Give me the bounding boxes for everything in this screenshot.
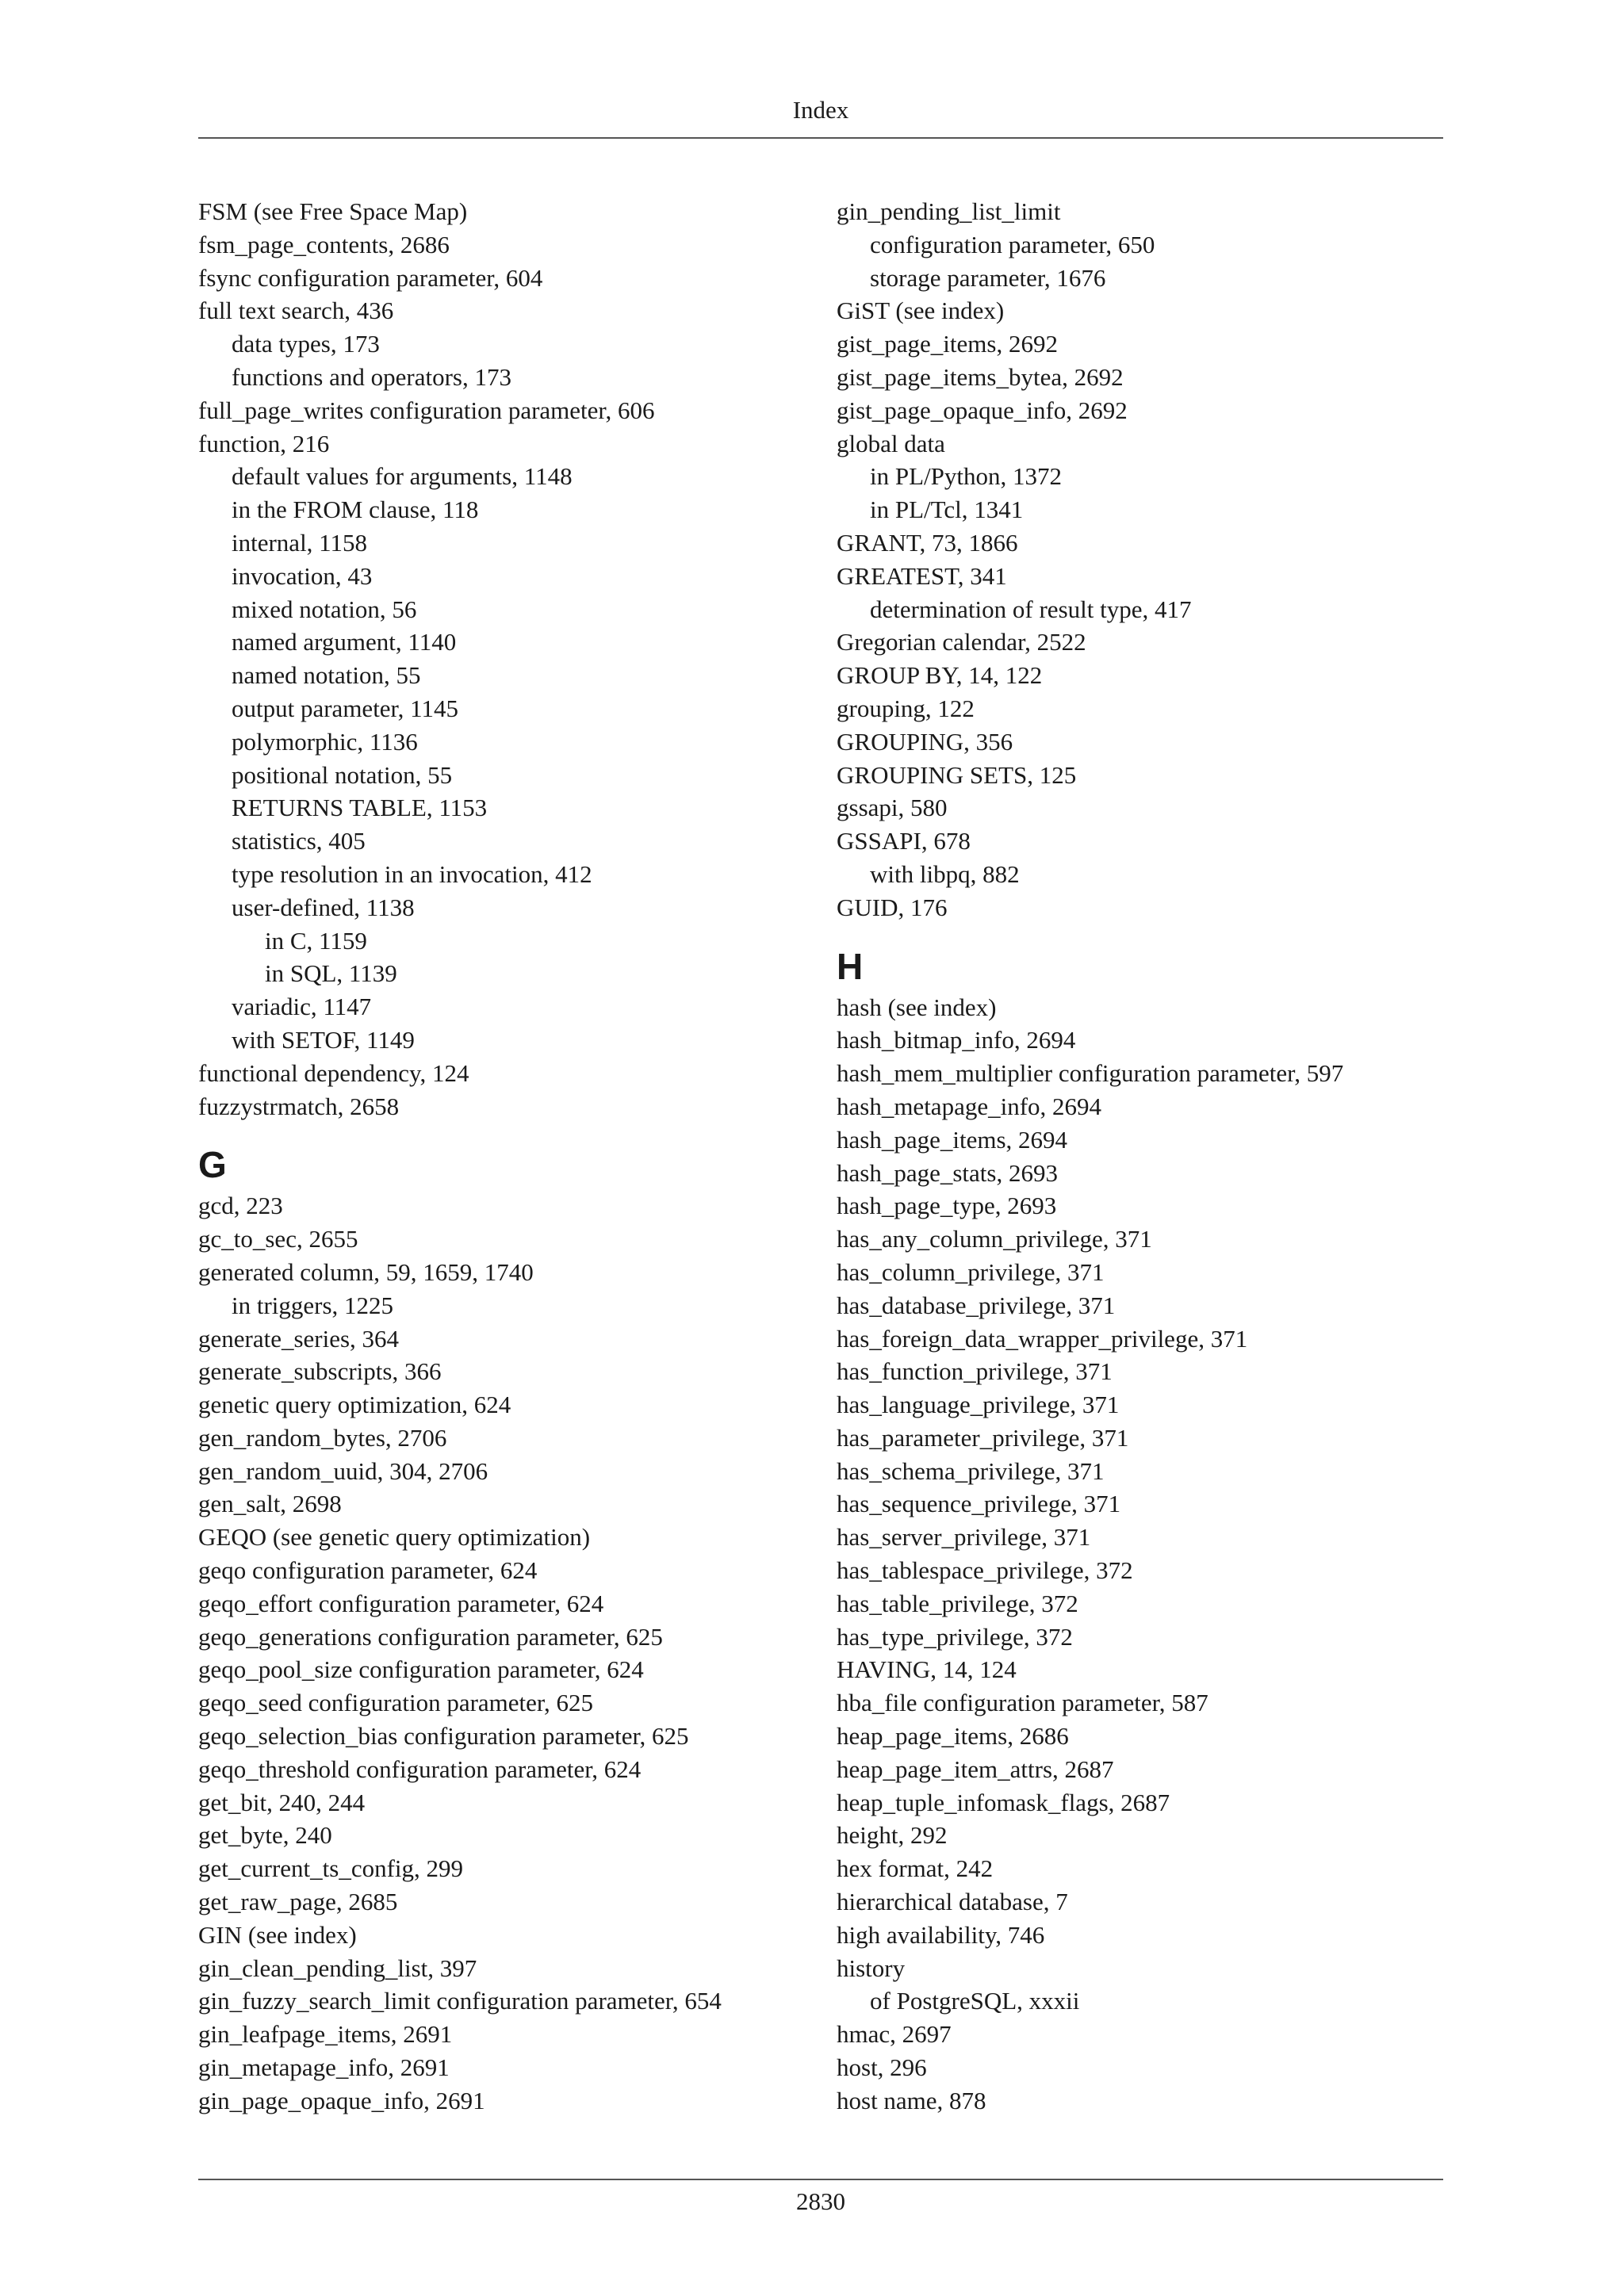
index-subentry: data types, 173 — [232, 330, 380, 358]
index-entry: gen_random_bytes, 2706 — [198, 1423, 447, 1452]
index-subentry: with libpq, 882 — [870, 859, 1020, 888]
index-entry: geqo configuration parameter, 624 — [198, 1556, 538, 1585]
index-entry: has_table_privilege, 372 — [837, 1589, 1078, 1617]
index-subentry: with SETOF, 1149 — [232, 1025, 415, 1054]
index-entry: GUID, 176 — [837, 893, 948, 921]
index-entry: functional dependency, 124 — [198, 1058, 469, 1087]
index-entry: get_current_ts_config, 299 — [198, 1854, 464, 1883]
index-entry: gin_fuzzy_search_limit configuration parameter, 654 — [198, 1987, 722, 2015]
index-subentry: type resolution in an invocation, 412 — [232, 859, 592, 888]
header-rule — [198, 137, 1443, 139]
index-entry: gist_page_opaque_info, 2692 — [837, 396, 1128, 424]
index-entry: global data — [837, 429, 945, 457]
index-entry: get_raw_page, 2685 — [198, 1888, 398, 1916]
index-entry: gin_page_opaque_info, 2691 — [198, 2086, 485, 2114]
index-entry: history — [837, 1954, 906, 1982]
index-entry: generate_series, 364 — [198, 1324, 400, 1353]
index-subentry: invocation, 43 — [232, 561, 373, 590]
index-subentry: output parameter, 1145 — [232, 694, 458, 722]
index-entry: hmac, 2697 — [837, 2020, 952, 2049]
index-entry: hba_file configuration parameter, 587 — [837, 1689, 1208, 1717]
index-subentry: default values for arguments, 1148 — [232, 462, 573, 491]
index-entry: hash_page_items, 2694 — [837, 1125, 1068, 1154]
index-entry: has_language_privilege, 371 — [837, 1391, 1120, 1419]
index-entry: has_type_privilege, 372 — [837, 1622, 1073, 1651]
index-entry: heap_page_items, 2686 — [837, 1722, 1069, 1751]
index-subentry: in triggers, 1225 — [232, 1291, 394, 1319]
index-entry: genetic query optimization, 624 — [198, 1391, 511, 1419]
index-column-left — [198, 195, 833, 2118]
index-entry: has_foreign_data_wrapper_privilege, 371 — [837, 1324, 1248, 1353]
index-subentry: in SQL, 1139 — [265, 959, 397, 988]
index-subentry: determination of result type, 417 — [870, 595, 1192, 623]
index-entry: get_byte, 240 — [198, 1821, 332, 1850]
page-number: 2830 — [796, 2187, 845, 2215]
index-entry: gist_page_items, 2692 — [837, 330, 1058, 358]
index-entry: fsync configuration parameter, 604 — [198, 263, 543, 292]
index-entry: GROUPING SETS, 125 — [837, 760, 1077, 789]
index-entry: has_column_privilege, 371 — [837, 1257, 1105, 1286]
index-entry: has_sequence_privilege, 371 — [837, 1490, 1121, 1518]
index-entry: hierarchical database, 7 — [837, 1888, 1068, 1916]
letter-heading: H — [837, 945, 864, 987]
index-entry: Gregorian calendar, 2522 — [837, 628, 1086, 656]
index-subentry: of PostgreSQL, xxxii — [870, 1987, 1080, 2015]
index-entry: has_schema_privilege, 371 — [837, 1456, 1105, 1485]
index-subentry: configuration parameter, 650 — [870, 230, 1155, 258]
index-entry: generated column, 59, 1659, 1740 — [198, 1257, 534, 1286]
footer-rule — [198, 2179, 1443, 2180]
index-subentry: named argument, 1140 — [232, 628, 457, 656]
index-entry: FSM (see Free Space Map) — [198, 197, 468, 225]
index-entry: HAVING, 14, 124 — [837, 1655, 1017, 1684]
letter-heading: G — [198, 1144, 227, 1186]
index-entry: GiST (see index) — [837, 297, 1005, 325]
index-subentry: variadic, 1147 — [232, 993, 372, 1021]
index-subentry: user-defined, 1138 — [232, 893, 415, 921]
index-entry: has_server_privilege, 371 — [837, 1523, 1091, 1552]
index-subentry: functions and operators, 173 — [232, 362, 511, 391]
index-entry: has_any_column_privilege, 371 — [837, 1225, 1152, 1253]
index-subentry: named notation, 55 — [232, 661, 421, 690]
index-entry: heap_page_item_attrs, 2687 — [837, 1755, 1114, 1783]
index-entry: GROUP BY, 14, 122 — [837, 661, 1043, 690]
index-entry: has_tablespace_privilege, 372 — [837, 1556, 1133, 1585]
index-entry: geqo_generations configuration parameter, 625 — [198, 1622, 663, 1651]
index-entry: get_bit, 240, 244 — [198, 1788, 366, 1816]
index-subentry: internal, 1158 — [232, 528, 368, 557]
index-entry: fsm_page_contents, 2686 — [198, 230, 450, 258]
index-entry: high availability, 746 — [837, 1920, 1045, 1949]
index-subentry: in C, 1159 — [265, 926, 367, 955]
index-entry: height, 292 — [837, 1821, 948, 1850]
index-entry: gin_leafpage_items, 2691 — [198, 2020, 453, 2049]
index-entry: geqo_seed configuration parameter, 625 — [198, 1689, 594, 1717]
page-header-title: Index — [792, 96, 849, 124]
index-entry: geqo_pool_size configuration parameter, 624 — [198, 1655, 644, 1684]
index-subentry: positional notation, 55 — [232, 760, 453, 789]
index-entry: function, 216 — [198, 429, 330, 457]
index-entry: has_parameter_privilege, 371 — [837, 1423, 1129, 1452]
index-entry: gssapi, 580 — [837, 794, 948, 822]
index-entry: geqo_threshold configuration parameter, 624 — [198, 1755, 642, 1783]
index-entry: gin_metapage_info, 2691 — [198, 2053, 450, 2082]
index-subentry: in PL/Tcl, 1341 — [870, 496, 1024, 524]
index-subentry: polymorphic, 1136 — [232, 727, 418, 756]
index-entry: has_database_privilege, 371 — [837, 1291, 1116, 1319]
index-entry: hash_page_stats, 2693 — [837, 1158, 1058, 1187]
index-entry: hash_bitmap_info, 2694 — [837, 1026, 1076, 1054]
index-subentry: in PL/Python, 1372 — [870, 462, 1063, 491]
index-entry: gist_page_items_bytea, 2692 — [837, 362, 1124, 391]
index-entry: GRANT, 73, 1866 — [837, 528, 1018, 557]
index-entry: gin_pending_list_limit — [837, 197, 1061, 225]
index-entry: host name, 878 — [837, 2086, 986, 2114]
index-column-right — [837, 195, 1471, 2118]
index-entry: gen_salt, 2698 — [198, 1490, 342, 1518]
index-entry: gen_random_uuid, 304, 2706 — [198, 1456, 488, 1485]
index-entry: fuzzystrmatch, 2658 — [198, 1092, 400, 1120]
index-subentry: RETURNS TABLE, 1153 — [232, 794, 488, 822]
index-entry: gc_to_sec, 2655 — [198, 1225, 358, 1253]
index-subentry: storage parameter, 1676 — [870, 263, 1106, 292]
index-entry: gin_clean_pending_list, 397 — [198, 1954, 477, 1982]
index-entry: hash_mem_multiplier configuration parameter, 597 — [837, 1059, 1344, 1088]
index-entry: full_page_writes configuration parameter, 606 — [198, 396, 655, 424]
index-entry: hash (see index) — [837, 993, 997, 1021]
index-subentry: mixed notation, 56 — [232, 595, 417, 623]
index-entry: host, 296 — [837, 2053, 927, 2082]
index-entry: GSSAPI, 678 — [837, 827, 971, 855]
index-entry: geqo_effort configuration parameter, 624 — [198, 1589, 604, 1617]
index-subentry: in the FROM clause, 118 — [232, 496, 479, 524]
index-entry: GIN (see index) — [198, 1920, 357, 1949]
index-entry: full text search, 436 — [198, 297, 394, 325]
index-entry: GROUPING, 356 — [837, 727, 1013, 756]
index-entry: geqo_selection_bias configuration parameter, 625 — [198, 1722, 689, 1751]
index-entry: GEQO (see genetic query optimization) — [198, 1523, 591, 1552]
index-entry: has_function_privilege, 371 — [837, 1357, 1113, 1386]
index-entry: grouping, 122 — [837, 694, 975, 722]
index-subentry: statistics, 405 — [232, 827, 366, 855]
index-entry: hash_metapage_info, 2694 — [837, 1092, 1102, 1120]
index-entry: heap_tuple_infomask_flags, 2687 — [837, 1788, 1170, 1816]
index-entry: hex format, 242 — [837, 1854, 994, 1883]
index-entry: GREATEST, 341 — [837, 561, 1007, 590]
index-entry: hash_page_type, 2693 — [837, 1192, 1057, 1220]
index-entry: generate_subscripts, 366 — [198, 1357, 442, 1386]
index-entry: gcd, 223 — [198, 1192, 283, 1220]
